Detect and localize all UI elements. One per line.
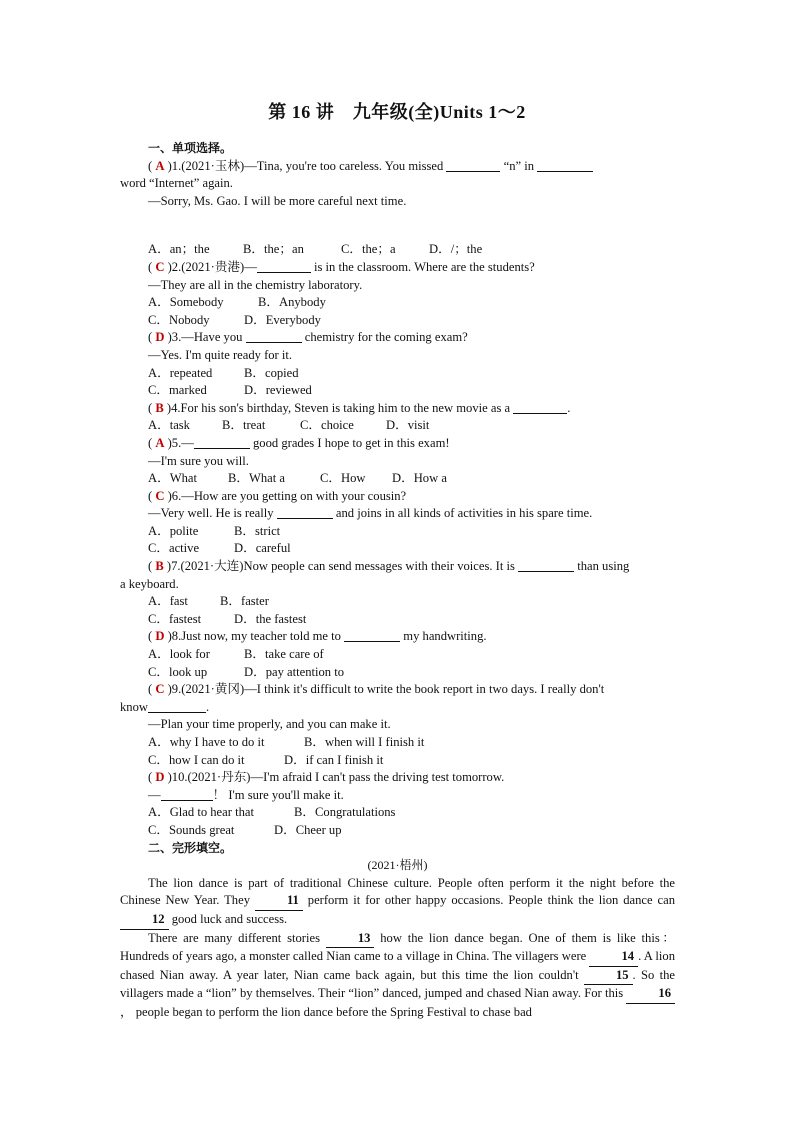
option: A．Glad to hear that [148,805,254,820]
option: A．repeated [148,365,213,380]
blank [194,435,250,449]
option: D．if can I finish it [284,752,384,767]
blank [537,158,593,172]
option: B．copied [244,365,299,380]
option: D．visit [386,418,430,433]
option: B．take care of [244,647,324,662]
blank-number: 14 [589,948,638,967]
blank [257,259,311,273]
cloze-paragraph-2: There are many different stories 13 how the lion dance began. One of them is like this：Hundreds of years ago, a monster called Nian came to a village in China. The villagers were 14 . A lion chased Nian away. A year later, Nian came back again, but this time the lion couldn't 15 . So the villagers made a “lion” by themselves. Their “lion” danced, jumped and chased Nian away. For this 16， people began to perform the lion dance before the Spring Festival to chase bad [120,930,676,1019]
blank-number: 12 [120,911,169,930]
option: D．Everybody [244,312,321,327]
question-9-response: —Plan your time properly, and you can make it. [148,717,391,732]
option: A．why I have to do it [148,735,265,749]
option: C．How [320,471,366,486]
option: A．polite [148,523,199,538]
worksheet-content [120,140,675,1022]
option: B．the；an [243,242,304,257]
question-3-response: —Yes. I'm quite ready for it. [148,347,293,362]
option: D．/；the [429,242,483,257]
blank-number: 11 [255,892,303,911]
option: D．pay attention to [244,664,345,679]
option: B．strict [234,523,281,538]
blank-number: 15 [584,967,633,986]
question-1-response: —Sorry, Ms. Gao. I will be more careful next time. [148,193,407,208]
answer-7: B [155,559,164,574]
blank [246,329,302,343]
option: A．task [148,418,190,433]
question-8: ( D )8.Just now, my teacher told me to my handwriting. [148,629,487,644]
option: A．look for [148,647,210,662]
question-5: ( A )5.— good grades I hope to get in this exam! [148,435,450,450]
answer-10: D [155,770,165,785]
option: C．the；a [341,242,396,257]
question-2-response: —They are all in the chemistry laboratory. [148,277,363,292]
option: A．What [148,471,197,486]
blank [161,787,213,801]
option: B．Congratulations [294,805,396,820]
question-9-cont: know . [120,699,210,714]
question-4: ( B )4.For his son's birthday, Steven is taking him to the new movie as a . [148,400,571,415]
blank [446,158,500,172]
blank [277,505,333,519]
option: C．Sounds great [148,822,235,837]
option: B．faster [220,594,269,609]
question-7: ( B )7.(2021·大连)Now people can send messages with their voices. It is than using [148,559,630,574]
answer-1: A [155,158,165,173]
option: A．an；the [148,242,210,257]
blank [148,699,206,713]
question-10-response: — ！ I'm sure you'll make it. [148,787,344,802]
option: B．What a [228,471,286,486]
option: B．treat [222,418,266,433]
option: C．marked [148,383,207,398]
option: C．active [148,541,200,556]
option: C．look up [148,664,208,679]
option: D．careful [234,541,291,556]
option: D．Cheer up [274,822,342,837]
question-2: ( C )2.(2021·贵港)— is in the classroom. Where are the students? [148,259,535,274]
question-1: ( A )1.(2021·玉林)—Tina, you're too careless. You missed “n” in [120,158,675,176]
question-1-options [120,241,675,259]
answer-8: D [155,629,165,644]
blank-number: 16 [626,985,675,1004]
answer-2: C [155,259,165,274]
question-10: ( D )10.(2021·丹东)—I'm afraid I can't pass the driving test tomorrow. [148,770,505,785]
blank [344,628,400,642]
answer-4: B [155,400,164,415]
option: C．fastest [148,611,202,626]
spacer [120,210,675,241]
blank-number: 13 [326,930,375,949]
option: B．when will I finish it [304,735,425,749]
option: B．Anybody [258,295,326,310]
passage-source: (2021·梧州) [367,858,428,873]
cloze-paragraph-1: The lion dance is part of traditional Chinese culture. People often perform it the night before the Chinese New Year. They 11 perform it for other happy occasions. People think the lion dance can 12 good luck and success. [120,875,675,930]
page-title: 第 16 讲 九年级(全)Units 1～2 [268,102,526,122]
blank [513,400,567,414]
option: C．choice [300,418,354,433]
option: D．reviewed [244,383,312,398]
answer-6: C [155,488,165,503]
option: A．fast [148,594,188,609]
blank [518,558,574,572]
question-3: ( D )3.—Have you chemistry for the coming exam? [148,330,468,345]
answer-9: C [155,682,165,697]
section-heading-cloze: 二、完形填空。 [148,840,233,855]
option: D．the fastest [234,611,307,626]
question-6-response: —Very well. He is really and joins in all kinds of activities in his spare time. [148,506,593,521]
answer-3: D [155,330,165,345]
answer-5: A [155,435,165,450]
question-1-cont: word “Internet” again. [120,176,233,191]
question-7-cont: a keyboard. [120,576,179,591]
option: D．How a [392,471,447,486]
question-5-response: —I'm sure you will. [148,453,249,468]
option: C．Nobody [148,312,210,327]
option: A．Somebody [148,295,224,310]
option: C．how I can do it [148,752,245,767]
section-heading-single-choice: 一、单项选择。 [148,141,233,155]
question-6: ( C )6.—How are you getting on with your cousin? [148,488,407,503]
question-9: ( C )9.(2021·黄冈)—I think it's difficult to write the book report in two days. I really don't [148,682,605,697]
